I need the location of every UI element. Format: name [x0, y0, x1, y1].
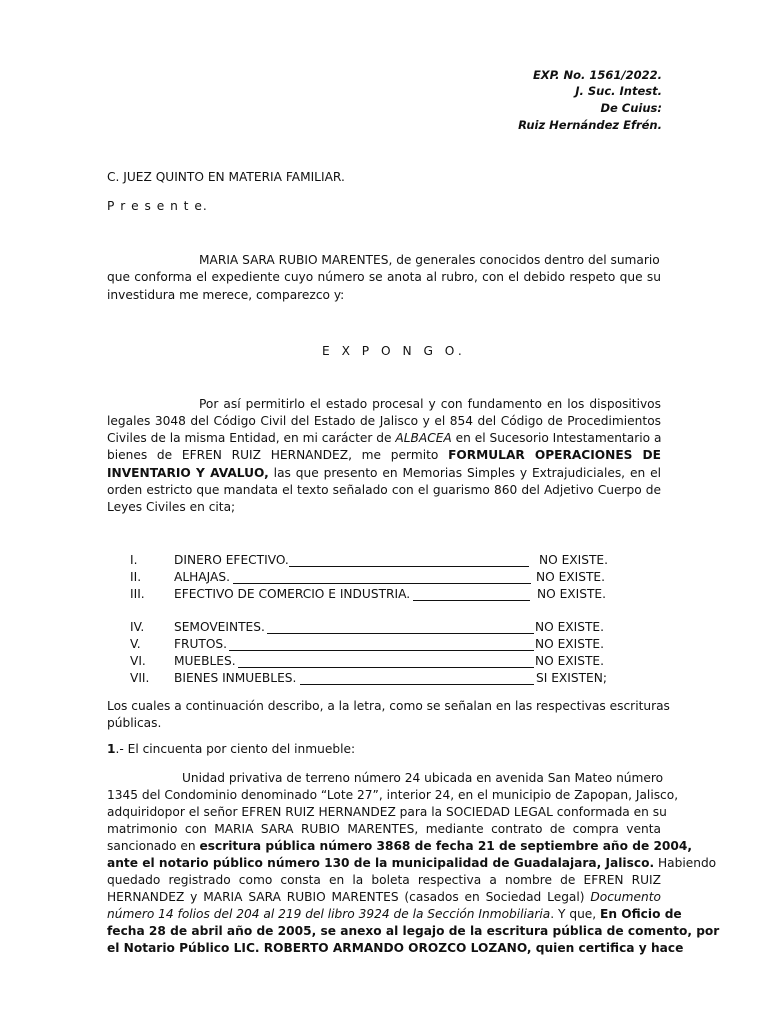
- item-status: SI EXISTEN;: [536, 671, 607, 685]
- paragraph-line: Unidad privativa de terreno número 24 ubicada en avenida San Mateo número: [182, 771, 664, 785]
- item-status: NO EXISTE.: [537, 587, 606, 601]
- paragraph-line: Por así permitirlo el estado procesal y con fundamento en los dispositivos: [199, 397, 661, 411]
- intro-line: que conforma el expediente cuyo número se anota al rubro, con el debido respeto que su: [107, 270, 661, 284]
- fill-line: [238, 667, 534, 668]
- fill-line: [289, 566, 529, 567]
- paragraph-line: públicas.: [107, 716, 162, 730]
- item-label: ALHAJAS.: [174, 570, 230, 584]
- fill-line: [229, 650, 534, 651]
- paragraph-line: [107, 466, 661, 480]
- item-number: III.: [130, 587, 145, 601]
- paragraph-line: el Notario Público LIC. ROBERTO ARMANDO OROZCO LOZANO, quien certifica y hace: [107, 941, 684, 955]
- section-heading: [107, 742, 355, 756]
- item-label: FRUTOS.: [174, 637, 228, 651]
- text-segment: en el Sucesorio Intestamentario a: [451, 431, 662, 445]
- paragraph-line: legales 3048 del Código Civil del Estado de Jalisco y el 854 del Código de Procedimientos: [107, 414, 661, 428]
- paragraph-line: [107, 856, 717, 870]
- item-status: NO EXISTE.: [535, 654, 604, 668]
- item-label: DINERO EFECTIVO.: [174, 553, 289, 567]
- de-cuius-name: Ruiz Hernández Efrén.: [518, 118, 662, 132]
- paragraph-line: quedado registrado como consta en la boleta respectiva a nombre de EFREN RUIZ: [107, 873, 661, 887]
- paragraph-line: 1345 del Condominio denominado “Lote 27”, interior 24, en el municipio de Zapopan, Jalisco,: [107, 788, 679, 802]
- paragraph-line: [107, 448, 661, 462]
- item-status: NO EXISTE.: [535, 620, 604, 634]
- paragraph-line: matrimonio con MARIA SARA RUBIO MARENTES, mediante contrato de compra venta: [107, 822, 661, 836]
- item-number: IV.: [130, 620, 145, 634]
- text-segment: HERNANDEZ y MARIA SARA RUBIO MARENTES (casados en Sociedad Legal): [107, 890, 591, 904]
- item-number: VII.: [130, 671, 150, 685]
- paragraph-line: Leyes Civiles en cita;: [107, 500, 236, 514]
- text-segment: las que presento en Memorias Simples y Extrajudiciales, en el: [268, 466, 661, 480]
- de-cuius-label: De Cuius:: [600, 101, 662, 115]
- text-segment: . Y que,: [550, 907, 601, 921]
- expediente-number: EXP. No. 1561/2022.: [532, 68, 662, 82]
- paragraph-line: fecha 28 de abril año de 2005, se anexo al legajo de la escritura pública de comento, por: [107, 924, 720, 938]
- item-number: I.: [130, 553, 138, 567]
- item-label: EFECTIVO DE COMERCIO E INDUSTRIA.: [174, 587, 411, 601]
- intro-line: investidura me merece, comparezco y:: [107, 288, 345, 302]
- paragraph-line: [107, 907, 682, 921]
- bold-segment: En Oficio de: [600, 907, 682, 921]
- bold-segment: ante el notario público número 130 de la municipalidad de Guadalajara, Jalisco.: [107, 856, 655, 870]
- paragraph-line: [107, 431, 661, 445]
- paragraph-line: orden estricto que mandata el texto señalado con el guarismo 860 del Adjetivo Cuerpo de: [107, 483, 661, 497]
- fill-line: [300, 684, 534, 685]
- item-number: VI.: [130, 654, 146, 668]
- presente: P r e s e n t e.: [107, 199, 208, 213]
- paragraph-line: [107, 839, 693, 853]
- text-segment: Habiendo: [654, 856, 717, 870]
- bold-segment: INVENTARIO Y AVALUO,: [107, 466, 269, 480]
- intro-line: MARIA SARA RUBIO MARENTES, de generales conocidos dentro del sumario: [199, 253, 660, 267]
- juicio-type: J. Suc. Intest.: [575, 84, 662, 98]
- fill-line: [267, 633, 534, 634]
- item-number: V.: [130, 637, 141, 651]
- text-segment: sancionado en: [107, 839, 200, 853]
- paragraph-line: Los cuales a continuación describo, a la letra, como se señalan en las respectivas escrituras: [107, 699, 670, 713]
- expongo-heading: E X P O N G O.: [322, 344, 466, 358]
- text-segment: Civiles de la misma Entidad, en mi carácter de: [107, 431, 396, 445]
- fill-line: [413, 600, 530, 601]
- italic-segment: Documento: [590, 890, 661, 904]
- italic-segment: número 14 folios del 204 al 219 del libro 3924 de la Sección Inmobiliaria: [107, 907, 551, 921]
- text-segment: bienes de EFREN RUIZ HERNANDEZ, me permito: [107, 448, 449, 462]
- paragraph-line: [107, 890, 661, 904]
- bold-segment: escritura pública número 3868 de fecha 21 de septiembre año de 2004,: [199, 839, 693, 853]
- addressee: C. JUEZ QUINTO EN MATERIA FAMILIAR.: [107, 170, 345, 184]
- item-number: II.: [130, 570, 142, 584]
- item-status: NO EXISTE.: [536, 570, 605, 584]
- item-label: MUEBLES.: [174, 654, 236, 668]
- fill-line: [233, 583, 531, 584]
- section-number: 1: [107, 742, 116, 756]
- item-label: BIENES INMUEBLES.: [174, 671, 297, 685]
- section-title: .- El cincuenta por ciento del inmueble:: [115, 742, 356, 756]
- paragraph-line: adquiridopor el señor EFREN RUIZ HERNANDEZ para la SOCIEDAD LEGAL conformada en su: [107, 805, 667, 819]
- item-label: SEMOVEINTES.: [174, 620, 265, 634]
- item-status: NO EXISTE.: [539, 553, 608, 567]
- item-status: NO EXISTE.: [535, 637, 604, 651]
- bold-segment: FORMULAR OPERACIONES DE: [448, 448, 662, 462]
- albacea-term: ALBACEA: [395, 431, 452, 445]
